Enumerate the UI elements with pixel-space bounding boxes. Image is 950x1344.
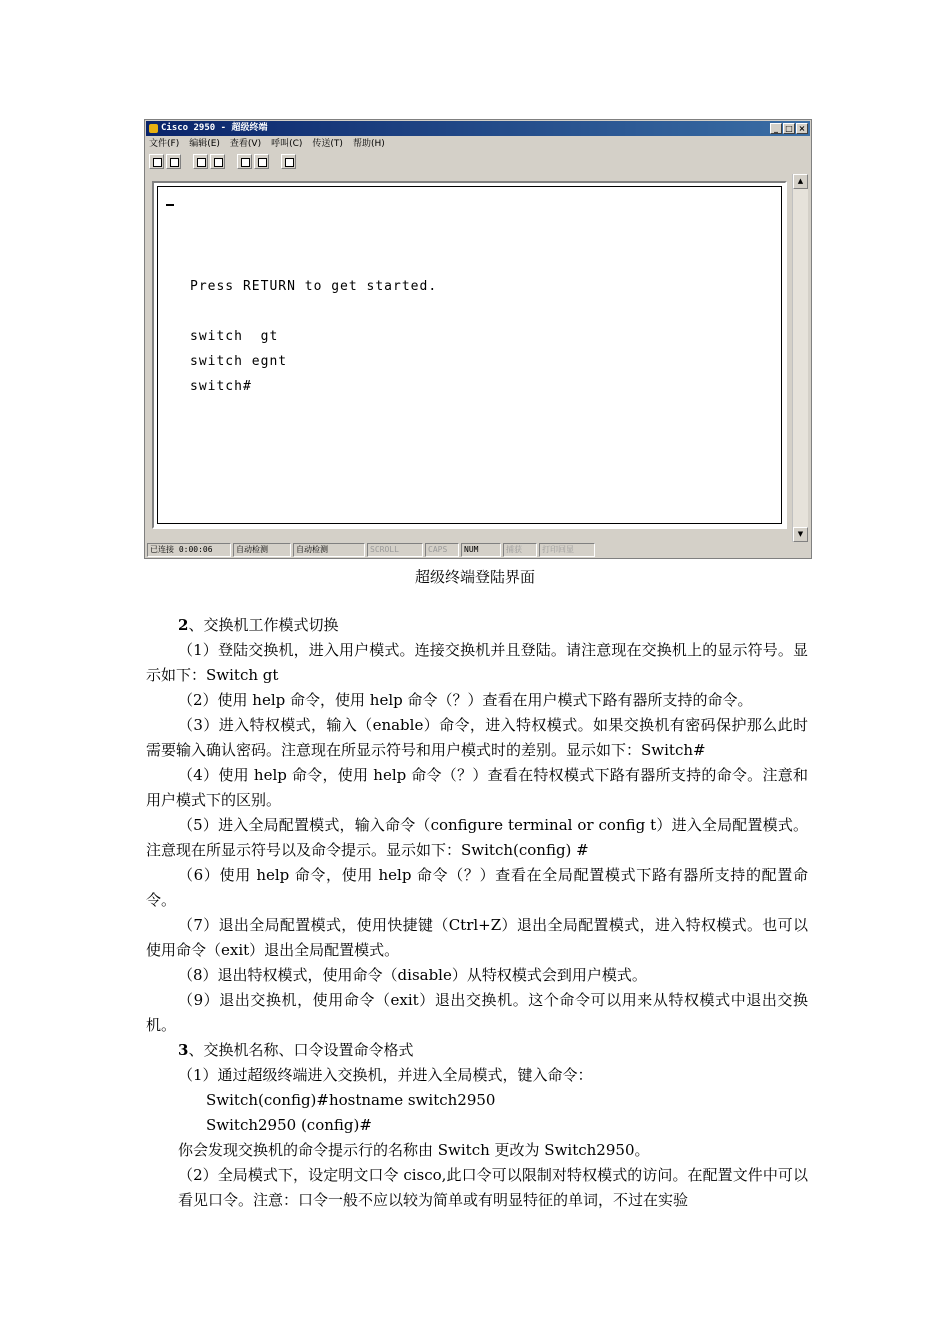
step-item: （1）登陆交换机，进入用户模式。连接交换机并且登陆。请注意现在交换机上的显示符号。显示如下：Switch gt — [146, 641, 808, 684]
command-line: Switch(config)#hostname switch2950 — [206, 1091, 496, 1109]
text-cursor — [166, 204, 174, 206]
step-item: （2）全局模式下，设定明文口令 cisco,此口令可以限制对特权模式的访问。在配置文件中可以看见口令。注意：口令一般不应以较为简单或有明显特征的单词，不过在实验 — [178, 1166, 808, 1209]
scroll-up-icon[interactable]: ▲ — [793, 174, 808, 189]
figure-caption: 超级终端登陆界面 — [414, 568, 535, 586]
terminal-line: switch# — [190, 379, 252, 394]
close-button[interactable]: × — [796, 123, 808, 134]
disconnect-icon[interactable] — [210, 154, 225, 169]
command-line: Switch2950 (config)# — [206, 1116, 372, 1134]
receive-file-icon[interactable] — [254, 154, 269, 169]
status-print-echo: 打印回显 — [539, 543, 595, 557]
status-bar — [147, 543, 809, 557]
status-connected-time: 已连接 0:00:06 — [147, 543, 231, 557]
maximize-button[interactable]: □ — [783, 123, 795, 134]
step-item: （6）使用 help 命令，使用 help 命令（？）查看在全局配置模式下路有器所支持的配置命令。 — [146, 866, 808, 909]
minimize-button[interactable]: _ — [770, 123, 782, 134]
step-item: （7）退出全局配置模式，使用快捷键（Ctrl+Z）退出全局配置模式，进入特权模式。也可以使用命令（exit）退出全局配置模式。 — [146, 916, 808, 959]
menu-edit[interactable]: 编辑(E) — [189, 139, 220, 149]
step-item: （3）进入特权模式，输入（enable）命令，进入特权模式。如果交换机有密码保护那么此时需要输入确认密码。注意现在所显示符号和用户模式时的差别。显示如下：Switch# — [146, 716, 808, 759]
menu-view[interactable]: 查看(V) — [229, 139, 262, 149]
toolbar — [149, 152, 296, 170]
title-bar — [146, 121, 810, 136]
section-heading: 3、交换机名称、口令设置命令格式 — [178, 1041, 414, 1059]
send-file-icon[interactable] — [237, 154, 252, 169]
step-item: （9）退出交换机，使用命令（exit）退出交换机。这个命令可以用来从特权模式中退出交换机。 — [146, 991, 808, 1034]
terminal-line: switch gt — [190, 329, 279, 344]
status-caps: CAPS — [425, 543, 459, 557]
menu-call[interactable]: 呼叫(C) — [271, 139, 303, 149]
step-item: （8）退出特权模式，使用命令（disable）从特权模式会到用户模式。 — [178, 966, 647, 984]
status-detect-1: 自动检测 — [233, 543, 291, 557]
scroll-down-icon[interactable]: ▼ — [793, 527, 808, 542]
step-item: （1）通过超级终端进入交换机，并进入全局模式，键入命令： — [178, 1066, 593, 1084]
note-text: 你会发现交换机的命令提示行的名称由 Switch 更改为 Switch2950。 — [178, 1141, 650, 1159]
vertical-scrollbar[interactable] — [792, 174, 808, 542]
menu-bar — [149, 137, 385, 151]
terminal-line: switch egnt — [190, 354, 288, 369]
terminal-frame — [157, 186, 782, 524]
hyperterminal-window — [144, 119, 812, 559]
step-item: （2）使用 help 命令，使用 help 命令（？）查看在用户模式下路有器所支持的命令。 — [178, 691, 753, 709]
step-item: （5）进入全局配置模式，输入命令（configure terminal or config t）进入全局配置模式。注意现在所显示符号以及命令提示。显示如下：Switch(config) # — [146, 816, 808, 859]
window-title: Cisco 2950 - 超级终端 — [161, 123, 268, 133]
status-num: NUM — [461, 543, 501, 557]
terminal-line: Press RETURN to get started. — [190, 279, 438, 294]
new-connection-icon[interactable] — [149, 154, 164, 169]
open-folder-icon[interactable] — [166, 154, 181, 169]
status-capture: 捕获 — [503, 543, 537, 557]
status-scroll: SCROLL — [367, 543, 423, 557]
section-heading: 2、交换机工作模式切换 — [178, 616, 339, 634]
terminal-screen[interactable] — [152, 181, 787, 529]
app-icon — [149, 124, 158, 133]
step-item: （4）使用 help 命令，使用 help 命令（？）查看在特权模式下路有器所支持的命令。注意和用户模式下的区别。 — [146, 766, 808, 809]
menu-file[interactable]: 文件(F) — [149, 139, 180, 149]
properties-icon[interactable] — [281, 154, 296, 169]
menu-transfer[interactable]: 传送(T) — [312, 139, 343, 149]
dial-icon[interactable] — [193, 154, 208, 169]
status-detect-2: 自动检测 — [293, 543, 365, 557]
menu-help[interactable]: 帮助(H) — [352, 139, 385, 149]
